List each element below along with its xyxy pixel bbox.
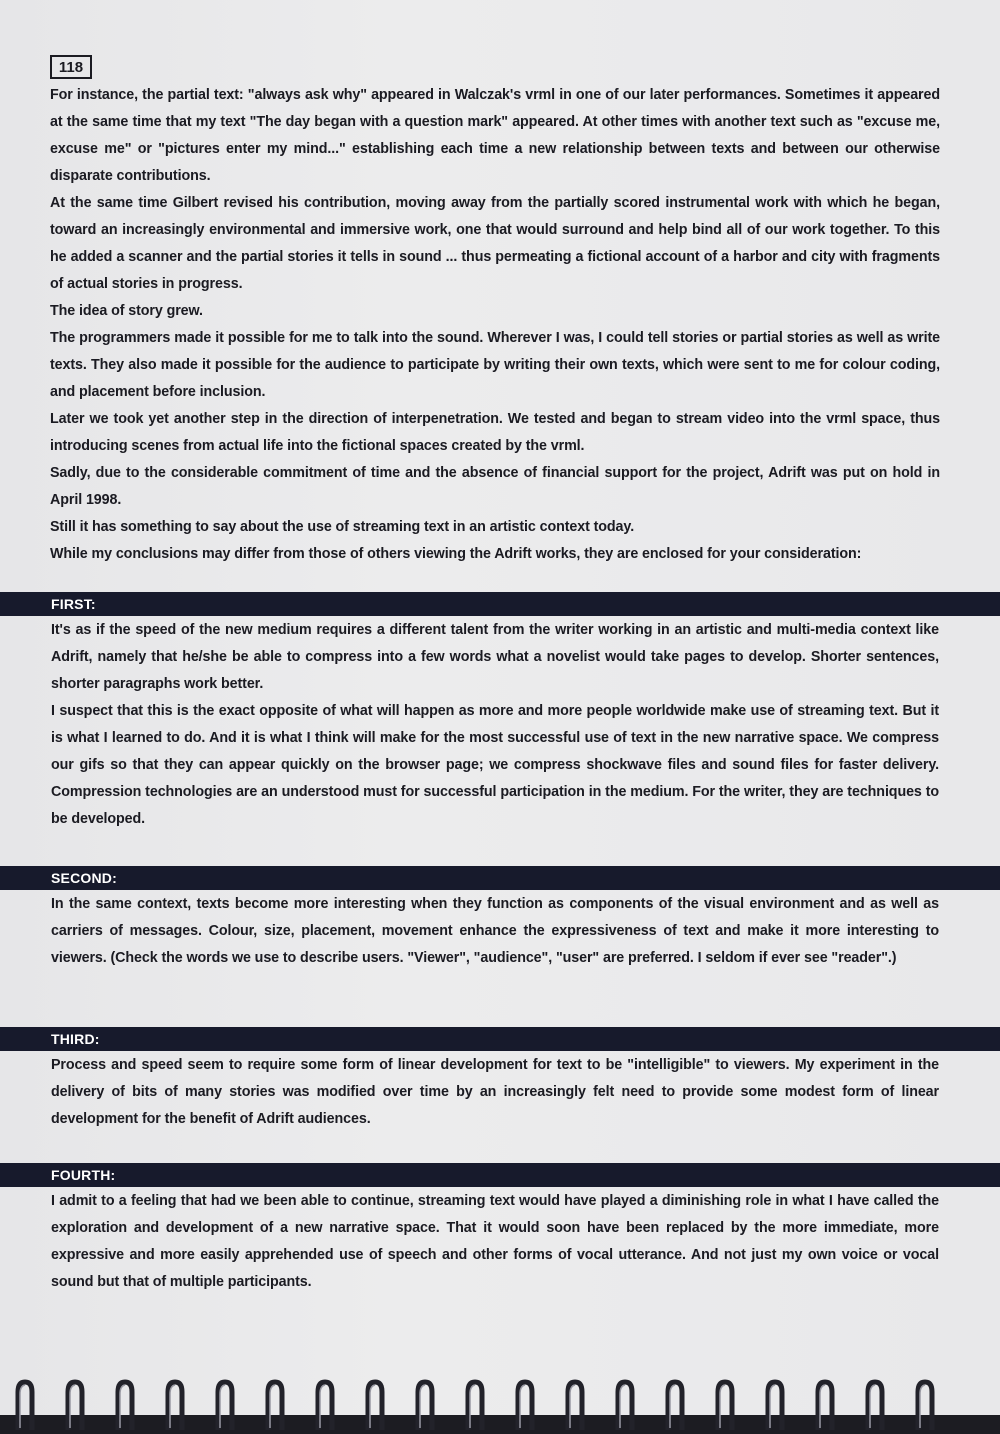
binding-ring-icon (414, 1378, 436, 1430)
section-heading-bar (0, 592, 1000, 616)
binding-ring-icon (64, 1378, 86, 1430)
binding-ring-icon (164, 1378, 186, 1430)
intro-paragraph: For instance, the partial text: "always ask why" appeared in Walczak's vrml in one of our later performances. Sometimes it appeared at the same time that my text "The day began with a question mark" appeared. At other times with another text such as "excuse me, excuse me" or "pictures enter my mind..." establishing each time a new relationship between texts and between our otherwise disparate contributions. (50, 87, 940, 184)
section-first (0, 592, 1000, 833)
section-heading: THIRD: (51, 1031, 100, 1047)
section-paragraph: I admit to a feeling that had we been able to continue, streaming text would have played a diminishing role in what I have called the exploration and development of a new narrative space. That it would soon have been replaced by the more immediate, more expressive and more easily apprehended use of speech and other forms of vocal utterance. And not just my own voice or vocal sound but that of multiple participants. (51, 1193, 939, 1290)
intro-paragraph: While my conclusions may differ from those of others viewing the Adrift works, they are enclosed for your consideration: (50, 546, 862, 562)
section-second (0, 866, 1000, 972)
section-heading: FIRST: (51, 596, 96, 612)
binding-ring-icon (264, 1378, 286, 1430)
section-paragraph: I suspect that this is the exact opposite of what will happen as more and more people worldwide make use of streaming text. But it is what I learned to do. And it is what I think will make for the most successful use of text in the new narrative space. We compress our gifs so that they can appear quickly on the browser page; we compress shockwave files and sound files for faster delivery. Compression technologies are an understood must for successful participation in the medium. For the writer, they are techniques to be developed. (51, 703, 939, 827)
section-heading-bar (0, 866, 1000, 890)
binding-ring-icon (814, 1378, 836, 1430)
intro-paragraph: At the same time Gilbert revised his contribution, moving away from the partially scored instrumental work with which he began, toward an increasingly environmental and immersive work, one that would surround and help bind all of our work together. To this he added a scanner and the partial stories it tells in sound ... thus permeating a fictional account of a harbor and city with fragments of actual stories in progress. (50, 195, 940, 292)
binding-ring-icon (114, 1378, 136, 1430)
section-heading: FOURTH: (51, 1167, 116, 1183)
binding-ring-icon (564, 1378, 586, 1430)
binding-ring-icon (314, 1378, 336, 1430)
binding-ring-icon (364, 1378, 386, 1430)
section-body (51, 616, 939, 833)
section-paragraph: In the same context, texts become more interesting when they function as components of the visual environment and as well as carriers of messages. Colour, size, placement, movement enhance the expressiveness of text and make it more interesting to viewers. (Check the words we use to describe users. "Viewer", "audience", "user" are preferred. I seldom if ever see "reader".) (51, 896, 939, 966)
section-body (51, 1051, 939, 1133)
binding-ring-icon (214, 1378, 236, 1430)
section-paragraph: It's as if the speed of the new medium requires a different talent from the writer working in an artistic and multi-media context like Adrift, namely that he/she be able to compress into a few words what a novelist would take pages to develop. Shorter sentences, shorter paragraphs work better. (51, 622, 939, 692)
binding-strip (0, 1415, 1000, 1434)
binding-ring-icon (614, 1378, 636, 1430)
section-paragraph: Process and speed seem to require some form of linear development for text to be "intelligible" to viewers. My experiment in the delivery of bits of many stories was modified over time by an increasingly felt need to provide some modest form of linear development for the benefit of Adrift audiences. (51, 1057, 939, 1127)
spiral-binding (0, 1368, 1000, 1434)
section-heading: SECOND: (51, 870, 117, 886)
section-heading-bar (0, 1163, 1000, 1187)
binding-ring-icon (914, 1378, 936, 1430)
intro-paragraph: The idea of story grew. (50, 303, 203, 319)
intro-paragraph: The programmers made it possible for me to talk into the sound. Wherever I was, I could tell stories or partial stories as well as write texts. They also made it possible for the audience to participate by writing their own texts, which were sent to me for colour coding, and placement before inclusion. (50, 330, 940, 400)
binding-ring-icon (864, 1378, 886, 1430)
binding-ring-icon (764, 1378, 786, 1430)
binding-ring-icon (714, 1378, 736, 1430)
intro-paragraph: Still it has something to say about the use of streaming text in an artistic context today. (50, 519, 635, 535)
page-number: 118 (50, 55, 92, 79)
binding-ring-icon (464, 1378, 486, 1430)
section-third (0, 1027, 1000, 1133)
binding-ring-icon (664, 1378, 686, 1430)
section-body (51, 1187, 939, 1296)
binding-ring-icon (514, 1378, 536, 1430)
section-body (51, 890, 939, 972)
intro-text (50, 82, 940, 568)
intro-paragraph: Later we took yet another step in the direction of interpenetration. We tested and began to stream video into the vrml space, thus introducing scenes from actual life into the fictional spaces created by the vrml. (50, 411, 940, 454)
binding-ring-icon (14, 1378, 36, 1430)
intro-paragraph: Sadly, due to the considerable commitment of time and the absence of financial support for the project, Adrift was put on hold in April 1998. (50, 465, 940, 508)
section-fourth (0, 1163, 1000, 1296)
section-heading-bar (0, 1027, 1000, 1051)
